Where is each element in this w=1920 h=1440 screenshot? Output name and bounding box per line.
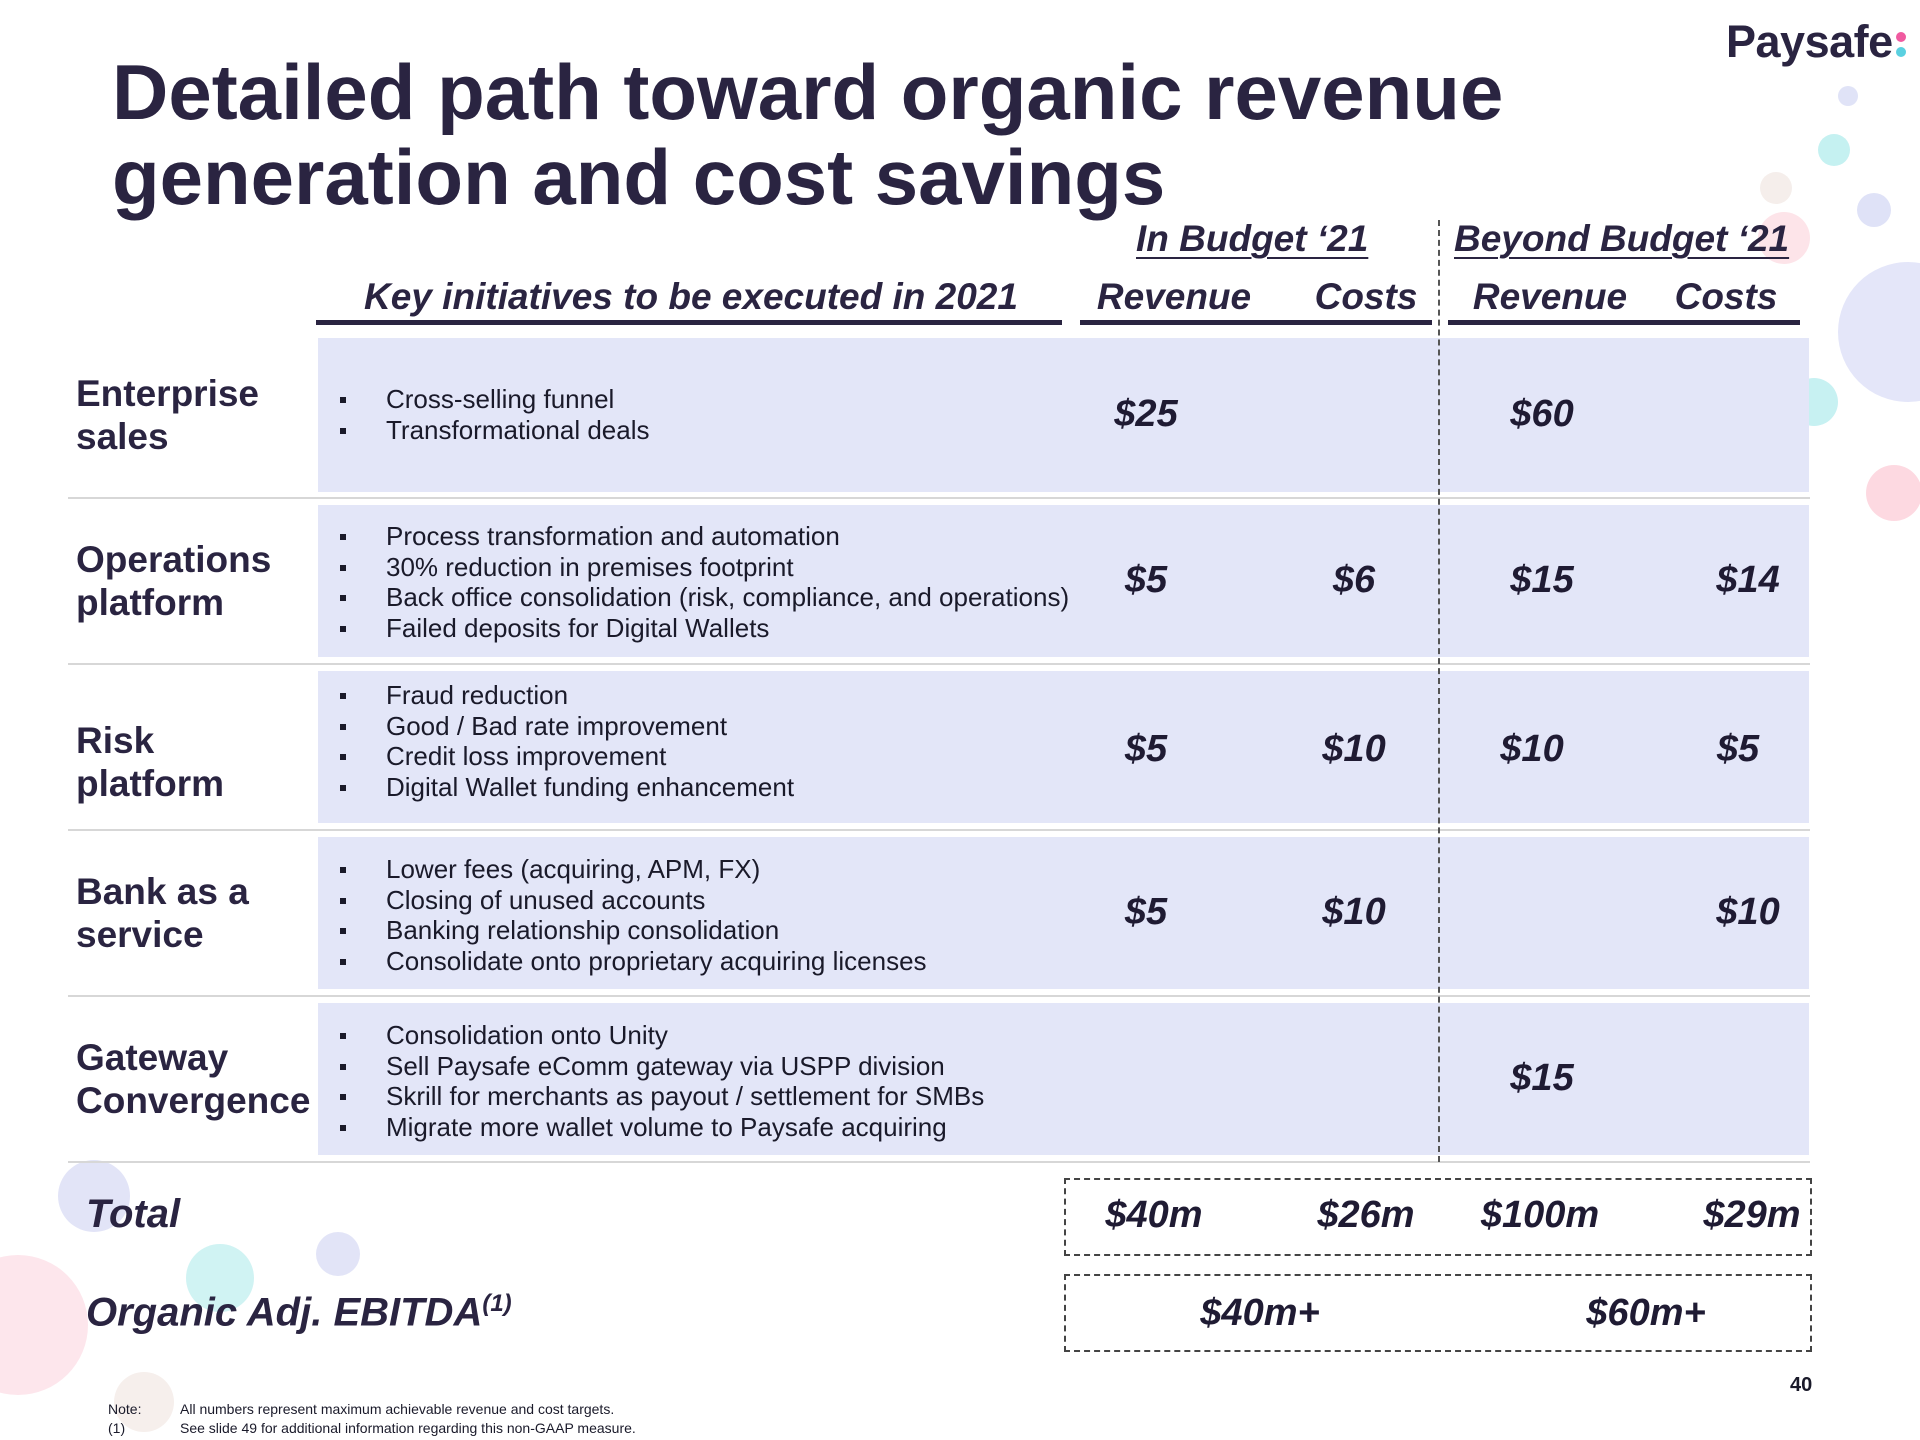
note-label: Note: — [108, 1401, 142, 1417]
beyond-budget-costs-value: $14 — [1716, 559, 1780, 601]
initiative-item: Sell Paysafe eComm gateway via USPP division — [340, 1051, 984, 1082]
initiative-item: Credit loss improvement — [340, 741, 794, 772]
in-budget-costs-value: $10 — [1322, 728, 1386, 770]
header-underline — [1080, 320, 1432, 325]
ebitda-beyond-budget: $60m+ — [1586, 1292, 1706, 1334]
in-budget-revenue-value: $5 — [1124, 891, 1168, 933]
title-line-2: generation and cost savings — [112, 133, 1166, 221]
ebitda-in-budget: $40m+ — [1200, 1292, 1320, 1334]
decor-bubble — [1760, 172, 1792, 204]
row-label-line: Convergence — [76, 1080, 311, 1121]
initiative-item: Transformational deals — [340, 415, 650, 446]
footnote-text: See slide 49 for additional information regarding this non-GAAP measure. — [180, 1420, 636, 1436]
initiative-item: Process transformation and automation — [340, 521, 1069, 552]
row-label-line: Gateway — [76, 1037, 229, 1078]
title-line-1: Detailed path toward organic revenue — [112, 48, 1504, 136]
in-budget-costs-value: $10 — [1322, 891, 1386, 933]
beyond-budget-revenue-value: $60 — [1510, 393, 1574, 435]
decor-bubble — [1838, 86, 1858, 106]
decor-bubble — [1857, 193, 1891, 227]
logo-dots-icon — [1896, 29, 1908, 59]
in-budget-costs-value: $6 — [1332, 559, 1376, 601]
note-text: All numbers represent maximum achievable revenue and cost targets. — [180, 1401, 615, 1417]
initiative-item: Skrill for merchants as payout / settlement for SMBs — [340, 1081, 984, 1112]
initiative-item: 30% reduction in premises footprint — [340, 552, 1069, 583]
initiative-item: Back office consolidation (risk, compliance, and operations) — [340, 582, 1069, 613]
initiative-list — [340, 854, 927, 976]
beyond-budget-header: Beyond Budget ‘21 — [1454, 218, 1790, 259]
in-budget-revenue-value: $25 — [1114, 393, 1178, 435]
row-label-risk-platform — [76, 719, 224, 805]
initiative-item: Closing of unused accounts — [340, 885, 927, 916]
decor-bubble — [0, 1255, 88, 1395]
row-label-bank-as-a-service — [76, 870, 249, 956]
initiative-item: Banking relationship consolidation — [340, 915, 927, 946]
row-divider — [68, 497, 1810, 499]
beyond-budget-revenue-value: $15 — [1510, 1057, 1574, 1099]
initiative-item: Consolidate onto proprietary acquiring licenses — [340, 946, 927, 977]
in-budget-revenue-value: $5 — [1124, 559, 1168, 601]
ebitda-label-text: Organic Adj. EBITDA — [86, 1290, 483, 1335]
total-beyond-budget-revenue: $100m — [1480, 1194, 1600, 1236]
initiatives-header: Key initiatives to be executed in 2021 — [364, 276, 1018, 317]
initiative-list — [340, 521, 1069, 643]
row-divider — [68, 1161, 1810, 1163]
initiative-item: Consolidation onto Unity — [340, 1020, 984, 1051]
row-label-line: service — [76, 914, 204, 955]
in-budget-revenue-header: Revenue — [1096, 276, 1252, 317]
initiative-item: Migrate more wallet volume to Paysafe acquiring — [340, 1112, 984, 1143]
row-divider — [68, 995, 1810, 997]
budget-divider — [1438, 220, 1440, 1162]
beyond-budget-revenue-value: $10 — [1500, 728, 1564, 770]
initiative-list — [340, 680, 794, 802]
row-label-line: Operations — [76, 539, 272, 580]
initiative-item: Lower fees (acquiring, APM, FX) — [340, 854, 927, 885]
initiative-item: Failed deposits for Digital Wallets — [340, 613, 1069, 644]
beyond-budget-costs-value: $10 — [1716, 891, 1780, 933]
footnote-label: (1) — [108, 1420, 126, 1436]
paysafe-logo: Paysafe — [1726, 16, 1908, 68]
initiative-item: Fraud reduction — [340, 680, 794, 711]
row-label-line: platform — [76, 763, 224, 804]
row-label-gateway-convergence — [76, 1036, 310, 1122]
row-label-line: Enterprise — [76, 373, 260, 414]
header-underline — [316, 320, 1062, 325]
in-budget-revenue-value: $5 — [1124, 728, 1168, 770]
page-number: 40 — [1790, 1374, 1813, 1396]
row-label-enterprise-sales — [76, 372, 259, 458]
decor-bubble — [1818, 134, 1850, 166]
page-title — [112, 50, 1512, 220]
decor-bubble — [1866, 465, 1920, 521]
initiative-item: Digital Wallet funding enhancement — [340, 772, 794, 803]
beyond-budget-revenue-value: $15 — [1510, 559, 1574, 601]
beyond-budget-costs-header: Costs — [1674, 276, 1778, 317]
total-in-budget-costs: $26m — [1317, 1194, 1415, 1236]
beyond-budget-costs-value: $5 — [1716, 728, 1760, 770]
decor-bubble — [316, 1232, 360, 1276]
total-label: Total — [86, 1192, 181, 1236]
in-budget-costs-header: Costs — [1314, 276, 1418, 317]
total-in-budget-revenue: $40m — [1105, 1194, 1203, 1236]
header-underline — [1448, 320, 1800, 325]
row-label-line: Bank as a — [76, 871, 249, 912]
row-divider — [68, 663, 1810, 665]
footnote-marker: (1) — [482, 1290, 512, 1317]
row-divider — [68, 829, 1810, 831]
initiative-item: Cross-selling funnel — [340, 384, 650, 415]
initiative-list — [340, 384, 650, 445]
row-label-line: platform — [76, 582, 224, 623]
ebitda-label — [86, 1290, 512, 1335]
row-label-operations-platform — [76, 538, 271, 624]
total-beyond-budget-costs: $29m — [1703, 1194, 1801, 1236]
beyond-budget-revenue-header: Revenue — [1472, 276, 1628, 317]
initiative-list — [340, 1020, 984, 1142]
decor-bubble — [1838, 262, 1920, 402]
initiative-item: Good / Bad rate improvement — [340, 711, 794, 742]
row-label-line: sales — [76, 416, 169, 457]
in-budget-header: In Budget ‘21 — [1136, 218, 1369, 259]
row-label-line: Risk — [76, 720, 155, 761]
